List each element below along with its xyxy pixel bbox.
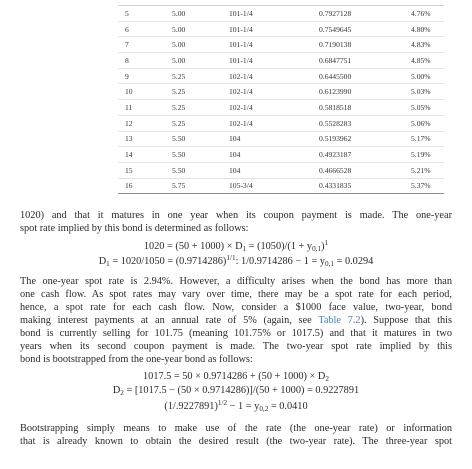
price-cell: 105-3/4 (229, 181, 253, 191)
period-cell: 11 (125, 102, 133, 112)
paragraph-line: one cash flow. As spot rates may vary over time, there may be a spot rate for each period, (20, 288, 452, 300)
table-row (118, 132, 444, 148)
price-cell: 102-1/4 (229, 87, 253, 97)
paragraph-line: bond is bootstrapped from the one-year bond as follows: (20, 353, 253, 365)
table-row (118, 116, 444, 132)
paragraph-3 (20, 422, 452, 448)
price-cell: 102-1/4 (229, 71, 253, 81)
price-cell: 101-1/4 (229, 8, 253, 18)
spot-rate-cell: 5.03% (411, 87, 431, 97)
period-cell: 16 (125, 181, 133, 191)
equation-subscript: 2 (325, 374, 329, 383)
price-cell: 104 (229, 134, 241, 144)
spot-rate-cell: 5.19% (411, 150, 431, 160)
paragraph-2 (20, 275, 452, 366)
coupon-cell: 5.25 (172, 118, 186, 128)
equation-text: ) (321, 240, 325, 252)
spot-rate-cell: 5.06% (411, 118, 431, 128)
spot-rate-cell: 5.17% (411, 134, 431, 144)
table-row (118, 53, 444, 69)
paragraph-line: 1020) and that it matures in one year when its coupon payment is made. The one-year (20, 210, 452, 221)
paragraph-line: Bootstrapping simply means to make use of the rate (the one-year rate) or information (20, 422, 452, 434)
table-row (118, 147, 444, 163)
period-cell: 9 (125, 71, 129, 81)
table-row (118, 6, 444, 22)
coupon-cell: 5.50 (172, 150, 186, 160)
discount-factor-cell: 0.6123990 (319, 87, 352, 97)
coupon-cell: 5.50 (172, 165, 186, 175)
discount-factor-cell: 0.4666528 (319, 165, 352, 175)
equation-text: = 0.0294 (334, 255, 374, 267)
period-cell: 8 (125, 55, 129, 65)
discount-factor-cell: 0.4923187 (319, 150, 352, 160)
equation-subscript: 0,2 (259, 404, 269, 413)
coupon-cell: 5.00 (172, 24, 186, 34)
coupon-cell: 5.00 (172, 8, 186, 18)
price-cell: 101-1/4 (229, 24, 253, 34)
discount-factor-cell: 0.7927128 (319, 8, 352, 18)
coupon-cell: 5.25 (172, 87, 186, 97)
price-cell: 104 (229, 165, 241, 175)
equation-text: (1/.9227891) (164, 400, 218, 412)
paragraph-line: spot rate implied by this bond is determined as follows: (20, 223, 249, 234)
coupon-cell: 5.25 (172, 102, 186, 112)
table-row (118, 100, 444, 116)
spot-rate-cell: 4.85% (411, 55, 431, 65)
equation-text: D (98, 255, 107, 267)
period-cell: 14 (125, 150, 133, 160)
price-cell: 104 (229, 150, 241, 160)
paragraph-line: The one-year spot rate is 2.94%. However, a difficulty arises when the bond has more than (20, 275, 452, 287)
coupon-cell: 5.00 (172, 55, 186, 65)
table-row (118, 163, 444, 179)
equation-one-year-spot-rate (20, 255, 452, 268)
equation-text: 1020 = (50 + 1000) × D (143, 240, 243, 252)
spot-rate-table (118, 5, 444, 194)
equation-two-year-spot-rate (20, 400, 452, 413)
discount-factor-cell: 0.5193962 (319, 134, 352, 144)
discount-factor-cell: 0.5528283 (319, 118, 352, 128)
equation-superscript: 1/1 (226, 253, 236, 262)
equation-text: = [1017.5 − (50 × 0.9714286)]/(50 + 1000) = 0.9227891 (123, 384, 360, 396)
equation-superscript: 1 (324, 238, 329, 247)
spot-rate-cell: 5.05% (411, 102, 431, 112)
coupon-cell: 5.75 (172, 181, 186, 191)
paragraph-line: hence, a spot rate for each cash flow. Now, consider a $1000 face value, two-year, bond (20, 301, 452, 313)
equation-two-year-price (20, 370, 452, 383)
body-text (20, 209, 452, 448)
period-cell: 7 (125, 40, 129, 50)
equation-text: = (1050)/(1 + y (246, 240, 313, 252)
paragraph-1 (20, 209, 452, 235)
period-cell: 15 (125, 165, 133, 175)
spot-rate-cell: 4.83% (411, 40, 431, 50)
paragraph-line (20, 314, 452, 327)
price-cell: 101-1/4 (229, 55, 253, 65)
equation-subscript: 0,1 (312, 244, 322, 253)
spot-rate-cell: 5.21% (411, 165, 431, 175)
equation-text: − 1 = y (227, 400, 260, 412)
paragraph-line: that is already known to obtain the desired result (the two-year rate). The three-year spot (20, 435, 452, 447)
spot-rate-cell: 4.76% (411, 8, 431, 18)
table-row (118, 37, 444, 53)
discount-factor-cell: 0.4331835 (319, 181, 352, 191)
price-cell: 102-1/4 (229, 118, 253, 128)
paragraph-line: years when its second coupon payment is made. The two-year spot rate implied by this (20, 340, 452, 352)
spot-rate-cell: 4.80% (411, 24, 431, 34)
table-row (118, 179, 444, 195)
equation-text: 1017.5 = 50 × 0.9714286 + (50 + 1000) × D (143, 370, 326, 382)
table-row (118, 84, 444, 100)
discount-factor-cell: 0.6847751 (319, 55, 352, 65)
period-cell: 12 (125, 118, 133, 128)
discount-factor-cell: 0.7549645 (319, 24, 352, 34)
equation-subscript: 2 (120, 388, 124, 397)
coupon-cell: 5.50 (172, 134, 186, 144)
equation-text: D (112, 384, 121, 396)
paragraph-line: bond is currently selling for 101.75 (meaning 101.75% or 1017.5) and that it matures in two (20, 327, 452, 339)
equation-text: : 1/0.9714286 − 1 = y (235, 255, 325, 267)
price-cell: 101-1/4 (229, 40, 253, 50)
spot-rate-cell: 5.00% (411, 71, 431, 81)
table-row (118, 22, 444, 38)
period-cell: 6 (125, 24, 129, 34)
equation-superscript: 1/2 (217, 398, 228, 407)
spot-rate-cell: 5.37% (411, 181, 431, 191)
equation-subscript: 1 (106, 259, 110, 268)
equation-text: = 1020/1050 = (0.9714286) (109, 255, 227, 267)
coupon-cell: 5.00 (172, 40, 186, 50)
paragraph-text: ). Suppose that this (360, 314, 452, 326)
price-cell: 102-1/4 (229, 102, 253, 112)
period-cell: 13 (125, 134, 133, 144)
table-row (118, 69, 444, 85)
equation-one-year-price (20, 240, 452, 253)
coupon-cell: 5.25 (172, 71, 186, 81)
period-cell: 10 (125, 87, 133, 97)
table-7-2-link[interactable]: Table 7.2 (318, 314, 361, 326)
discount-factor-cell: 0.5818518 (319, 102, 352, 112)
paragraph-text: making interest payments at an annual rate of 5% (again, see (20, 314, 319, 326)
equation-two-year-discount-factor (20, 384, 452, 397)
equation-subscript: 1 (242, 244, 247, 253)
period-cell: 5 (125, 8, 129, 18)
equation-text: = 0.0410 (268, 400, 308, 412)
discount-factor-cell: 0.6445500 (319, 71, 352, 81)
discount-factor-cell: 0.7190138 (319, 40, 352, 50)
equation-subscript: 0,1 (324, 259, 334, 268)
